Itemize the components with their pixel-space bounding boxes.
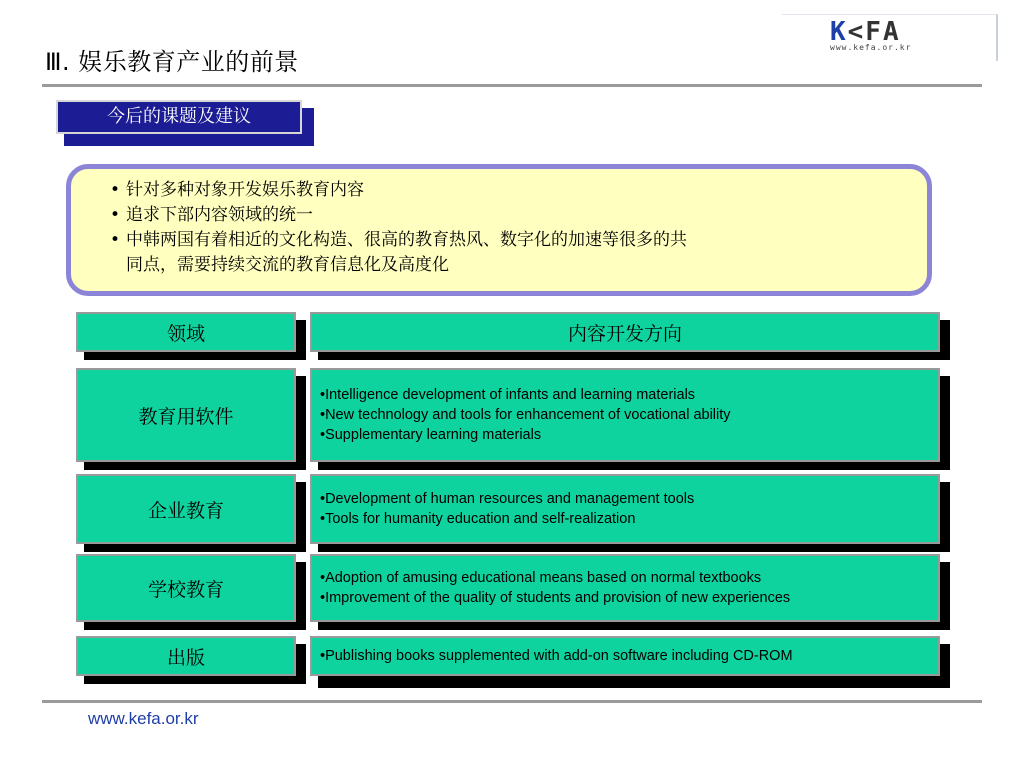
logo-rest: <FA xyxy=(847,17,901,47)
content-line: •Improvement of the quality of students and provision of new experiences xyxy=(320,590,791,606)
table-row-field: 学校教育 xyxy=(76,554,296,622)
table-header-field: 领域 xyxy=(76,312,296,352)
bullet-text: 中韩两国有着相近的文化构造、很高的教育热风、数字化的加速等很多的共 xyxy=(126,230,687,250)
table-row-content xyxy=(310,554,940,622)
table-header-direction: 内容开发方向 xyxy=(310,312,940,352)
bullet-dot: • xyxy=(110,230,121,250)
section-label: 今后的课题及建议 xyxy=(56,100,302,134)
bullet-text: 追求下部内容领域的统一 xyxy=(126,205,313,225)
table-row-content xyxy=(310,474,940,544)
bullet-item xyxy=(110,203,900,228)
content-line: •Supplementary learning materials xyxy=(320,427,542,443)
bullet-dot: • xyxy=(110,205,121,225)
bullet-item-continuation xyxy=(110,253,900,278)
content-line: •Publishing books supplemented with add-on software including CD-ROM xyxy=(320,648,793,664)
logo-url: www.kefa.or.kr xyxy=(830,43,912,52)
bullet-text: 针对多种对象开发娱乐教育内容 xyxy=(126,180,364,200)
table-row-content xyxy=(310,636,940,676)
table-row-content xyxy=(310,368,940,462)
header-divider xyxy=(42,84,982,87)
bullet-item xyxy=(110,178,900,203)
content-lines xyxy=(320,489,694,529)
content-lines xyxy=(320,646,793,666)
content-lines xyxy=(320,568,790,608)
table-row-field: 出版 xyxy=(76,636,296,676)
table-row-field: 企业教育 xyxy=(76,474,296,544)
content-line: •Tools for humanity education and self-realization xyxy=(320,511,636,527)
content-line: •Development of human resources and management tools xyxy=(320,491,695,507)
footer-divider xyxy=(42,700,982,703)
content-line: •New technology and tools for enhancement of vocational ability xyxy=(320,407,731,423)
bullet-dot: • xyxy=(110,180,121,200)
bullet-item xyxy=(110,228,900,253)
page-title: Ⅲ. 娱乐教育产业的前景 xyxy=(45,48,299,76)
bullet-text: 同点，需要持续交流的教育信息化及高度化 xyxy=(126,255,449,275)
content-line: •Intelligence development of infants and learning materials xyxy=(320,387,696,403)
logo-k: K xyxy=(830,17,848,47)
table-row-field: 教育用软件 xyxy=(76,368,296,462)
footer-url[interactable]: www.kefa.or.kr xyxy=(88,709,199,728)
recommendations-list xyxy=(110,178,900,278)
content-line: •Adoption of amusing educational means based on normal textbooks xyxy=(320,570,762,586)
content-lines xyxy=(320,385,731,445)
